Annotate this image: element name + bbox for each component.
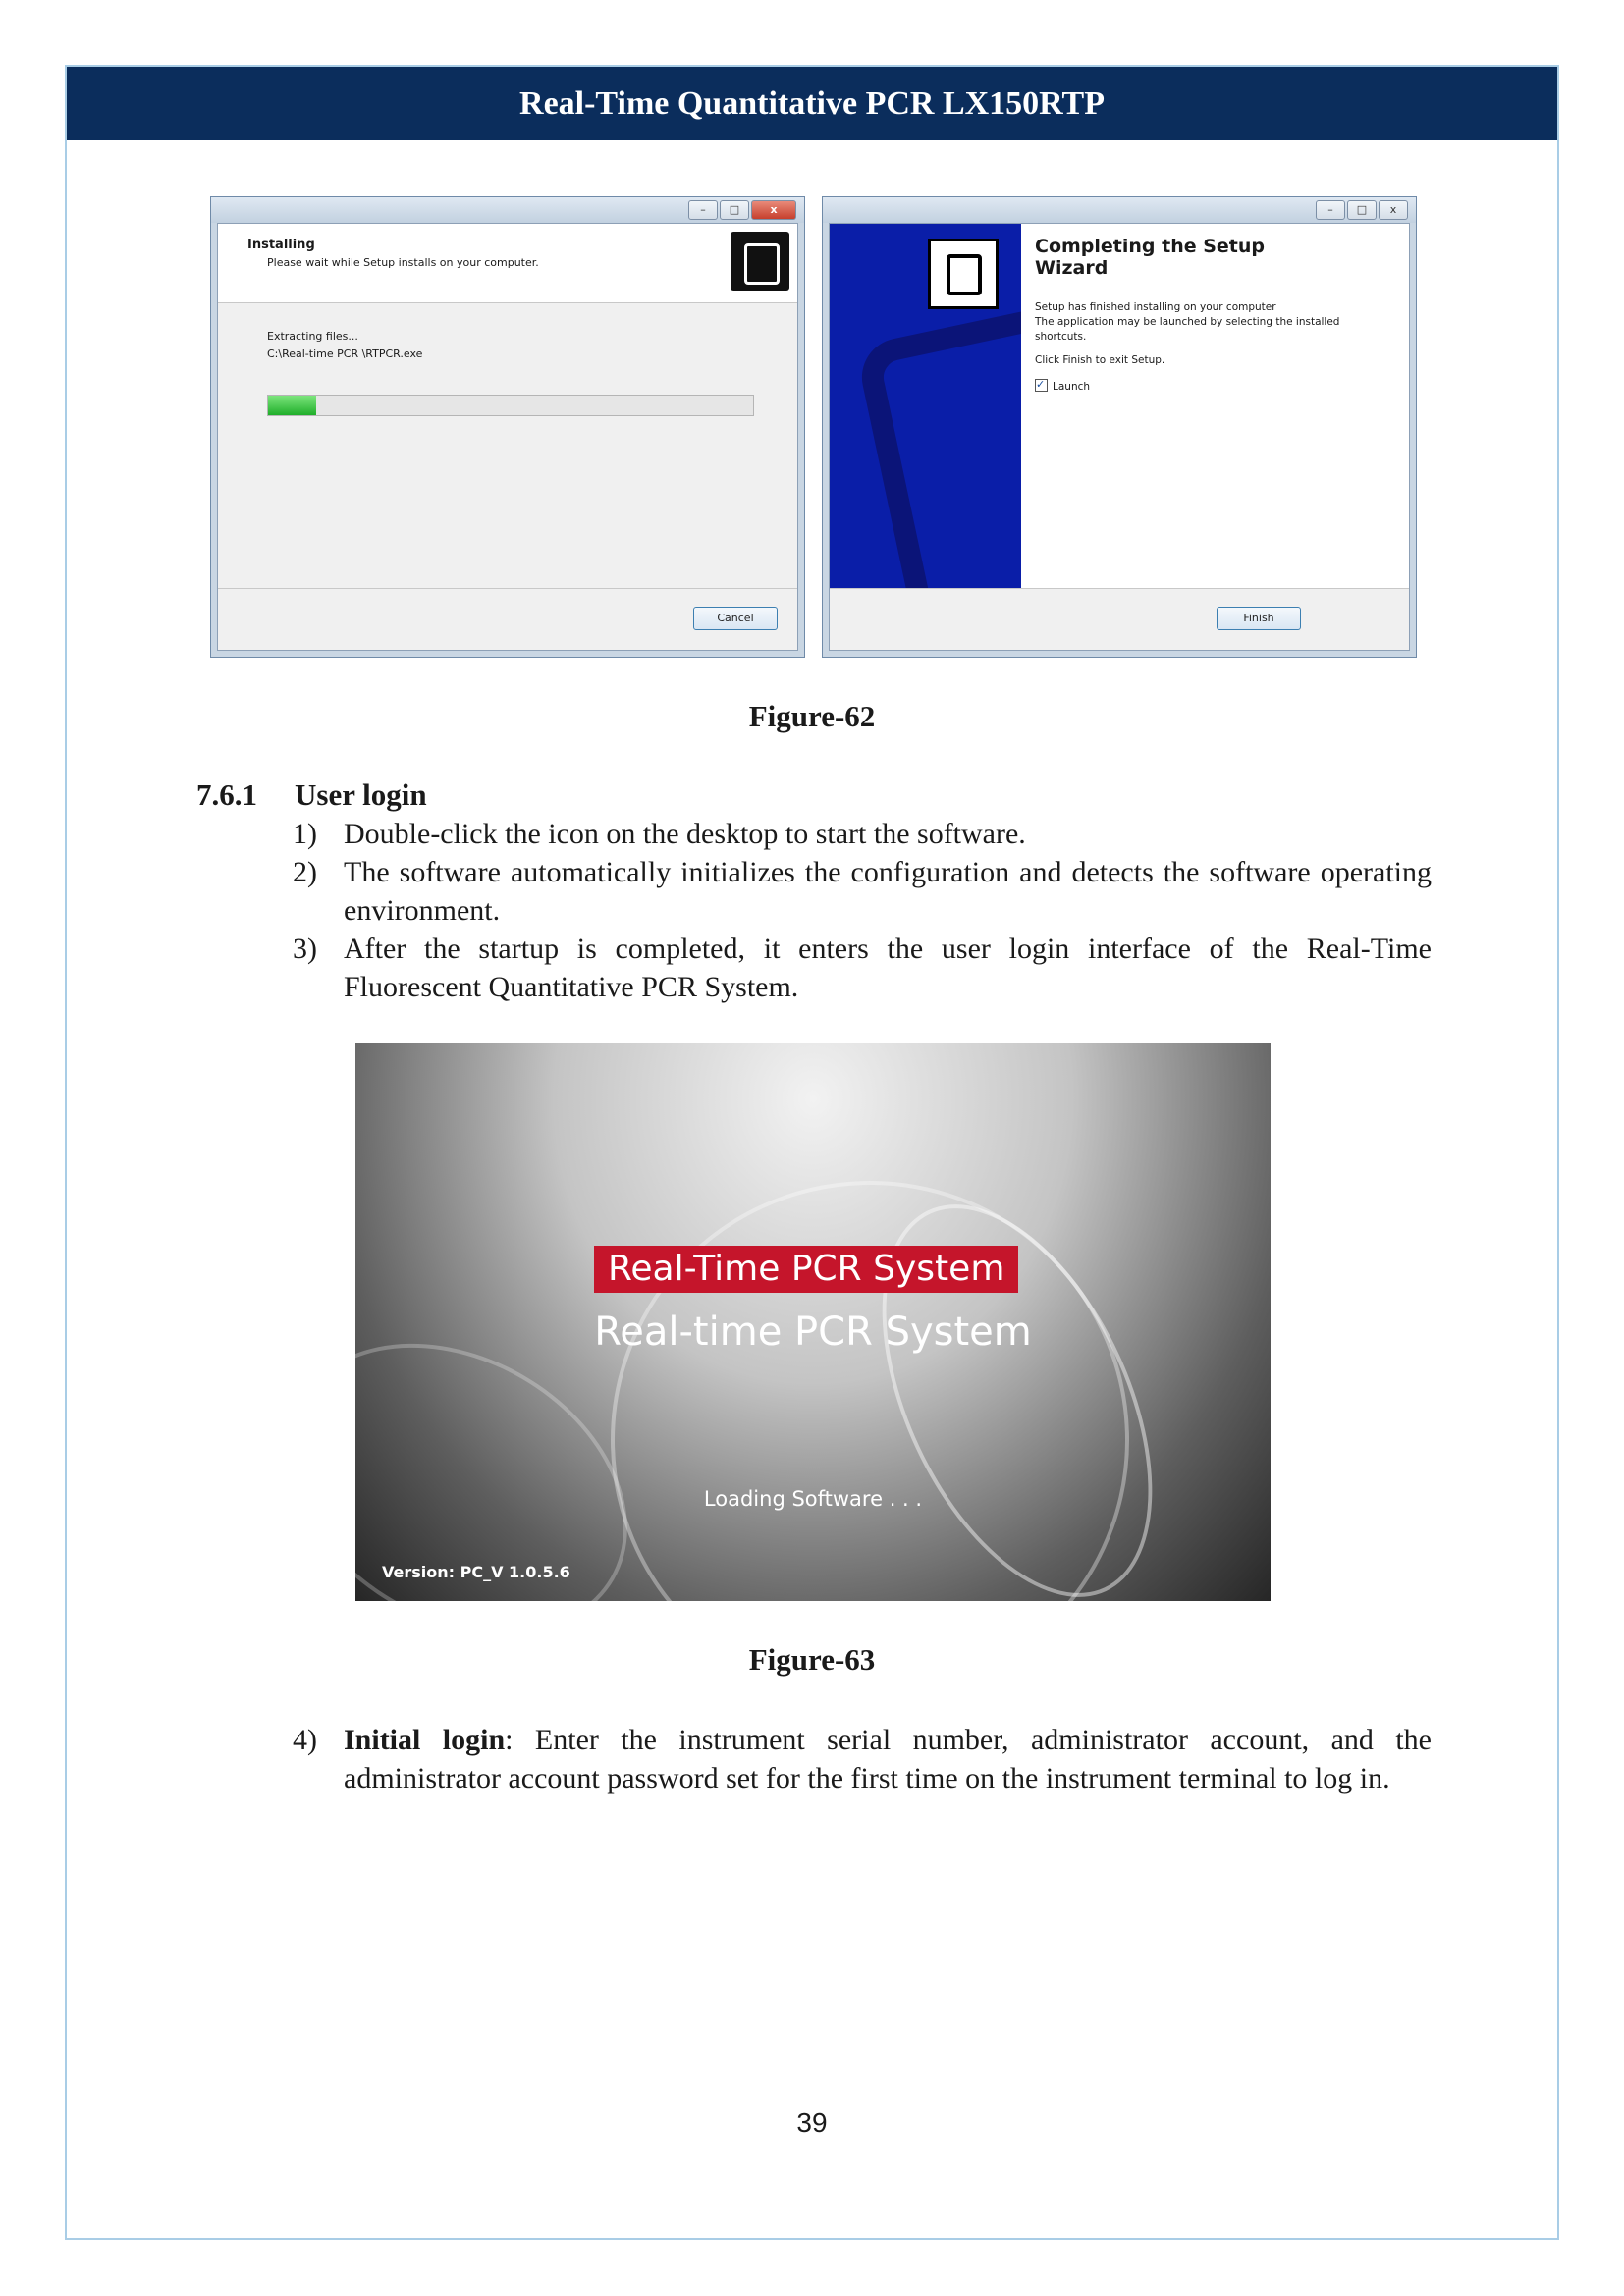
splash-subtitle: Real-time PCR System	[594, 1309, 1032, 1355]
installing-window	[210, 196, 805, 658]
minimize-icon[interactable]: –	[1316, 200, 1345, 220]
step-4	[293, 1721, 1432, 1797]
splash-screen-image	[355, 1043, 1271, 1601]
launch-checkbox[interactable]: ✓Launch	[1035, 379, 1369, 395]
wizard-text-exit: Click Finish to exit Setup.	[1035, 354, 1165, 366]
section-heading: 7.6.1 User login	[196, 777, 427, 812]
install-progress-bar	[267, 395, 754, 416]
completing-window	[822, 196, 1417, 658]
maximize-icon[interactable]: □	[1347, 200, 1377, 220]
figure-63-caption: Figure-63	[748, 1642, 876, 1677]
minimize-icon[interactable]: –	[688, 200, 718, 220]
wizard-text-finished: Setup has finished installing on your computer	[1035, 301, 1276, 313]
list-item: 3) After the startup is completed, it enters the user login interface of the Real-Time Fluorescent Quantitative PCR System.	[293, 933, 1432, 1003]
steps-list	[293, 815, 1432, 1006]
installing-subtitle: Please wait while Setup installs on your computer.	[267, 256, 539, 269]
installing-status: Extracting files...	[267, 330, 358, 343]
figure-62-caption: Figure-62	[748, 699, 876, 733]
maximize-icon[interactable]: □	[720, 200, 749, 220]
list-item: 2) The software automatically initializes the configuration and detects the software operating environment.	[293, 856, 1432, 927]
list-item: 4) Initial login: Enter the instrument serial number, administrator account, and the administrator account password set for the first time on the instrument terminal to log in.	[293, 1724, 1432, 1794]
installer-logo-icon	[731, 232, 789, 291]
close-icon[interactable]: x	[751, 200, 796, 220]
splash-title-badge: Real-Time PCR System	[594, 1246, 1018, 1293]
page-header: Real-Time Quantitative PCR LX150RTP	[67, 67, 1557, 140]
installer-logo-icon	[928, 239, 999, 309]
installing-title: Installing	[247, 238, 315, 252]
finish-button[interactable]: Finish	[1217, 607, 1301, 630]
loading-text: Loading Software . . .	[703, 1487, 923, 1511]
wizard-side-banner	[830, 224, 1021, 589]
page-number: 39	[796, 2108, 828, 2138]
wizard-text-launch-info: The application may be launched by selecting the installed shortcuts.	[1035, 316, 1340, 343]
installing-path: C:\Real-time PCR \RTPCR.exe	[267, 347, 423, 360]
cancel-button[interactable]: Cancel	[693, 607, 778, 630]
checkbox-checked-icon[interactable]	[1035, 379, 1048, 392]
wizard-title: Completing the Setup Wizard	[1035, 236, 1266, 279]
list-item: 1) Double-click the icon on the desktop to start the software.	[293, 818, 1026, 850]
completing-titlebar	[823, 197, 1416, 223]
version-text: Version: PC_V 1.0.5.6	[382, 1563, 570, 1581]
installing-titlebar	[211, 197, 804, 223]
close-icon[interactable]: x	[1379, 200, 1408, 220]
install-progress-fill	[268, 396, 316, 415]
